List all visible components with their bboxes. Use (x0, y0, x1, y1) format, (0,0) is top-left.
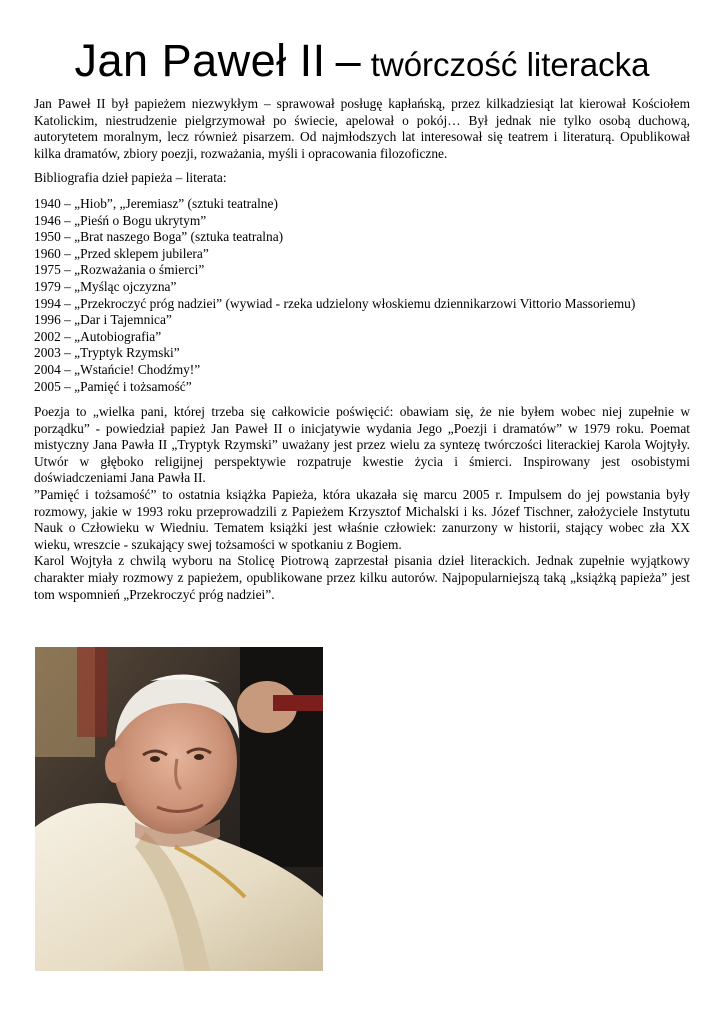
bibliography-item: 1960 – „Przed sklepem jubilera” (34, 245, 209, 261)
bibliography-item: 1975 – „Rozważania o śmierci” (34, 262, 205, 278)
pope-portrait-photo (35, 647, 323, 971)
bibliography-heading: Bibliografia dzieł papieża – literata: (34, 170, 227, 186)
title-dash: – (335, 35, 361, 86)
bibliography-item: 2002 – „Autobiografia” (34, 328, 162, 344)
page-title (0, 35, 724, 86)
memory-identity-paragraph: ”Pamięć i tożsamość” to ostatnia książka Papieża, która ukazała się marcu 2005 r. Impulsem do jej powstania były rozmowy, jakie w 1993 roku przeprowadzili z Papieżem Krzysztof Michalski i ks. Józef Tischner, założyciele Instytutu Nauk o Człowieku w Wiedniu. Tematem książki jest właśnie człowiek: zanurzony w historii, stający wobec zła XX wieku, wreszcie - szukający swej tożsamości w spotkaniu z Bogiem. (34, 487, 690, 552)
bibliography-item: 1940 – „Hiob”, „Jeremiasz” (sztuki teatralne) (34, 195, 278, 211)
title-main: Jan Paweł II (74, 35, 326, 86)
bibliography-item: 1994 – „Przekroczyć próg nadziei” (wywiad - rzeka udzielony włoskiemu dziennikarzowi Vittorio Massoriemu) (34, 295, 636, 311)
bibliography-list (34, 196, 690, 395)
bibliography-item: 2003 – „Tryptyk Rzymski” (34, 345, 180, 361)
title-subtitle: twórczość literacka (370, 46, 650, 83)
conversations-paragraph: Karol Wojtyła z chwilą wyboru na Stolicę Piotrową zaprzestał pisania dzieł literackich. Jednak zupełnie wyjątkowy charakter miały rozmowy z papieżem, opublikowane przez kilku autorów. Najpopularniejszą taką „książką papieża” jest tom wspomnień „Przekroczyć próg nadziei”. (34, 553, 690, 602)
bibliography-item: 2005 – „Pamięć i tożsamość” (34, 378, 192, 394)
article-body (34, 96, 690, 603)
intro-paragraph: Jan Paweł II był papieżem niezwykłym – sprawował posługę kapłańską, przez kilkadziesiąt lat kierował Kościołem Katolickim, niestrudzenie pielgrzymował po świecie, apelował o pokój… Był jednak nie tylko osobą duchową, autorytetem moralnym, lecz również pisarzem. Od najmłodszych lat interesował się teatrem i literaturą. Opublikował kilka dramatów, zbiory poezji, rozważania, myśli i opracowania filozoficzne. (34, 96, 690, 161)
bibliography-item: 1950 – „Brat naszego Boga” (sztuka teatralna) (34, 229, 284, 245)
bibliography-item: 1996 – „Dar i Tajemnica” (34, 312, 172, 328)
poetry-paragraph: Poezja to „wielka pani, której trzeba się całkowicie poświęcić: obawiam się, że nie byłem wobec niej zupełnie w porządku” - powiedział papież Jan Paweł II o inicjatywie wydania Jego „Poezji i dramatów” w 1979 roku. Poemat mistyczny Jana Pawła II „Tryptyk Rzymski” uważany jest przez wielu za syntezę twórczości literackiej Karola Wojtyły. Utwór w głęboko religijnej perspektywie rozpatruje kwestie życia i śmierci. Inspirowany jest osobistymi doświadczeniami Jana Pawła II. (34, 404, 690, 486)
bibliography-item: 1979 – „Myśląc ojczyzna” (34, 278, 177, 294)
bibliography-item: 2004 – „Wstańcie! Chodźmy!” (34, 361, 201, 377)
bibliography-item: 1946 – „Pieśń o Bogu ukrytym” (34, 212, 207, 228)
